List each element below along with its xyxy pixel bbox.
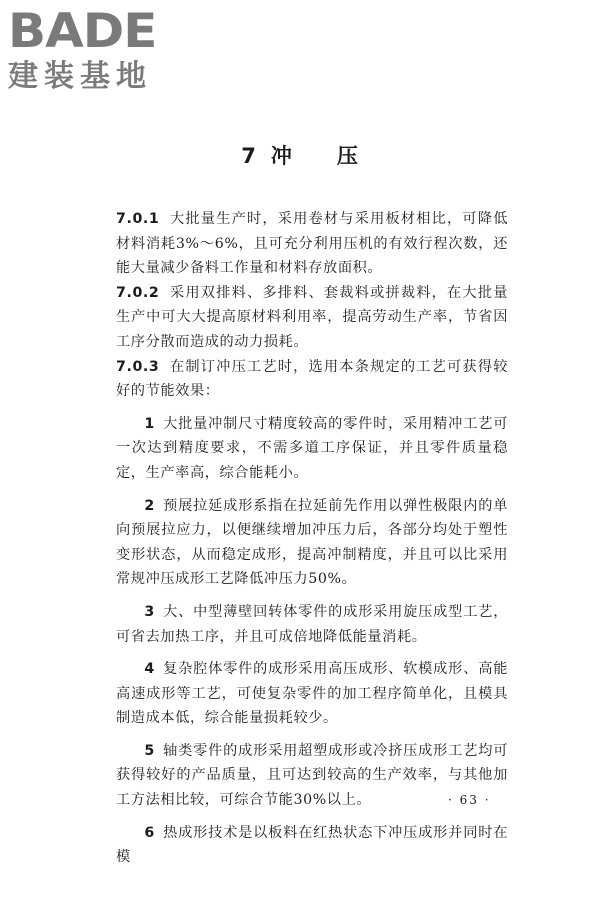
- item-number: 3: [144, 603, 155, 620]
- chapter-title-part2: 压: [336, 144, 359, 168]
- bade-logo: [8, 3, 178, 96]
- section-number: 7.0.3: [116, 358, 160, 375]
- list-item-6: [116, 821, 508, 870]
- list-item-4: [116, 657, 508, 731]
- item-text: 复杂腔体零件的成形采用高压成形、软模成形、高能高速成形等工艺，可使复杂零件的加工程序简单化，且模具制造成本低，综合能量损耗较少。: [116, 661, 508, 727]
- list-item-3: [116, 600, 508, 649]
- item-text: 大批量冲制尺寸精度较高的零件时，采用精冲工艺可一次达到精度要求，不需多道工序保证，并且零件质量稳定，生产率高，综合能耗小。: [116, 415, 508, 481]
- item-text: 预展拉延成形系指在拉延前先作用以弹性极限内的单向预展拉应力，以便继续增加冲压力后，各部分均处于塑性变形状态，从而稳定成形，提高冲制精度，并且可以比采用常规冲压成形工艺降低冲压力50%。: [116, 497, 508, 588]
- chapter-number: 7: [241, 144, 257, 168]
- item-number: 2: [144, 497, 155, 514]
- section-7-0-1: [116, 207, 508, 281]
- page-number: · 63 ·: [448, 793, 491, 807]
- logo-wordmark: BADE: [8, 3, 157, 59]
- section-number: 7.0.1: [116, 211, 160, 227]
- section-7-0-3: [116, 355, 508, 404]
- item-text: 轴类零件的成形采用超塑成形或冷挤压成形工艺均可获得较好的产品质量，且可达到较高的生产效率，与其他加工方法相比较，可综合节能30%以上。: [116, 742, 508, 809]
- chapter-title-part1: 冲: [270, 144, 293, 168]
- section-text: 采用双排料、多排料、套裁料或拼裁料，在大批量生产中可大大提高原材料利用率，提高劳动生产率，节省因工序分散而造成的动力损耗。: [116, 284, 508, 350]
- logo-subtitle: 建装基地: [8, 59, 152, 94]
- item-number: 4: [144, 661, 155, 678]
- list-item-2: [116, 494, 508, 592]
- list-item-1: [116, 412, 508, 486]
- chapter-title: [0, 140, 600, 170]
- item-number: 5: [144, 742, 155, 759]
- item-text: 热成形技术是以板料在红热状态下冲压成形并同时在模: [116, 824, 508, 866]
- section-text: 大批量生产时，采用卷材与采用板材相比，可降低材料消耗3%～6%，且可充分利用压机的有效行程次数，还能大量减少备料工作量和材料存放面积。: [116, 211, 508, 277]
- section-number: 7.0.2: [116, 284, 160, 301]
- body-text: [116, 207, 508, 870]
- item-number: 6: [144, 824, 155, 841]
- item-number: 1: [144, 415, 155, 432]
- section-text: 在制订冲压工艺时，选用本条规定的工艺可获得较好的节能效果：: [116, 358, 508, 400]
- section-7-0-2: [116, 281, 508, 355]
- item-text: 大、中型薄壁回转体零件的成形采用旋压成型工艺，可省去加热工序，并且可成倍地降低能量消耗。: [116, 603, 508, 645]
